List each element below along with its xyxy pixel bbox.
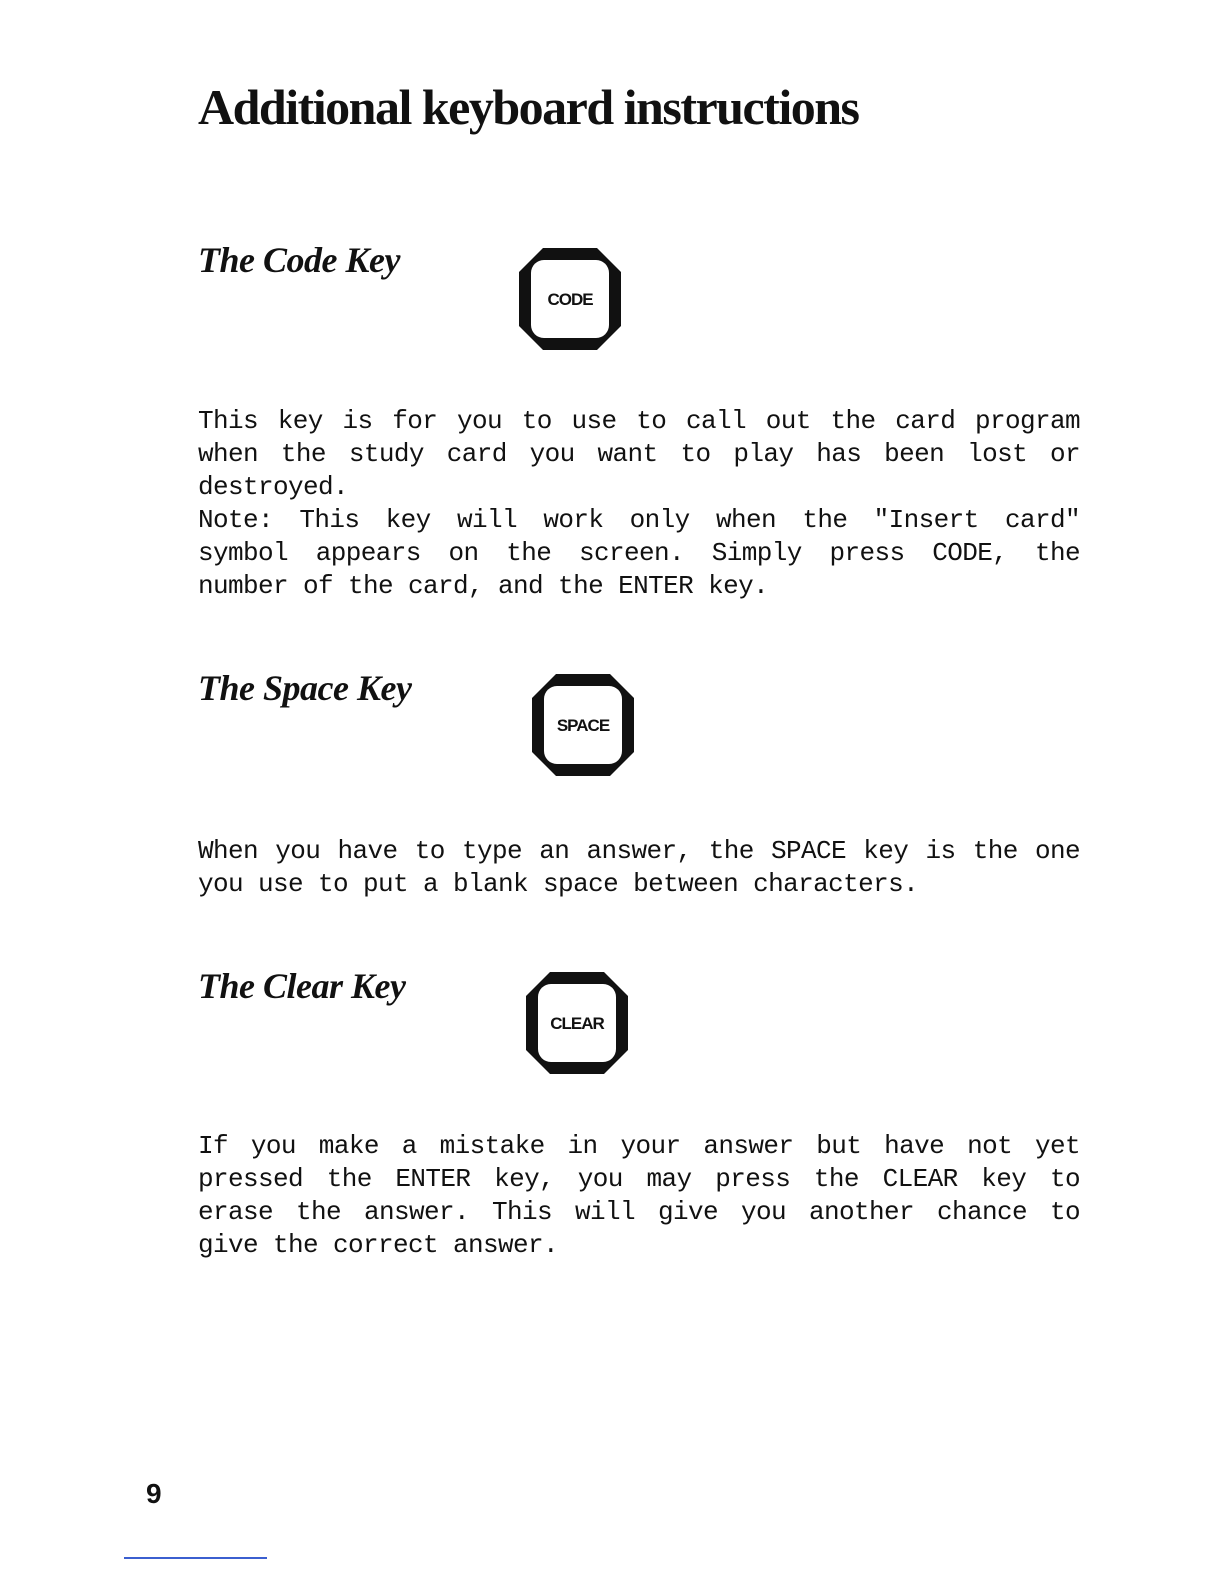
code-key-label: CODE — [547, 290, 593, 309]
code-key-heading: The Code Key — [198, 240, 400, 280]
code-key-note: Note: This key will work only when the "Insert card" symbol appears on the screen. Simply press CODE, the number of the card, and the ENTER key. — [198, 505, 1080, 601]
clear-key-heading: The Clear Key — [198, 966, 406, 1006]
footer-rule — [124, 1557, 267, 1559]
page-number: 9 — [146, 1478, 162, 1509]
space-key-icon — [528, 670, 638, 780]
clear-key-icon — [522, 968, 632, 1078]
space-key-paragraph: When you have to type an answer, the SPACE key is the one you use to put a blank space between characters. — [198, 836, 1080, 899]
clear-key-paragraph: If you make a mistake in your answer but have not yet pressed the ENTER key, you may press the CLEAR key to erase the answer. This will give you another chance to give the correct answer. — [198, 1131, 1080, 1260]
clear-key-label: CLEAR — [550, 1014, 604, 1033]
space-key-heading: The Space Key — [198, 668, 412, 708]
space-key-label: SPACE — [556, 716, 610, 735]
code-key-paragraph: This key is for you to use to call out the card program when the study card you want to play has been lost or destroyed. — [198, 406, 1080, 502]
code-key-icon — [515, 244, 625, 354]
page-title: Additional keyboard instructions — [198, 79, 859, 135]
